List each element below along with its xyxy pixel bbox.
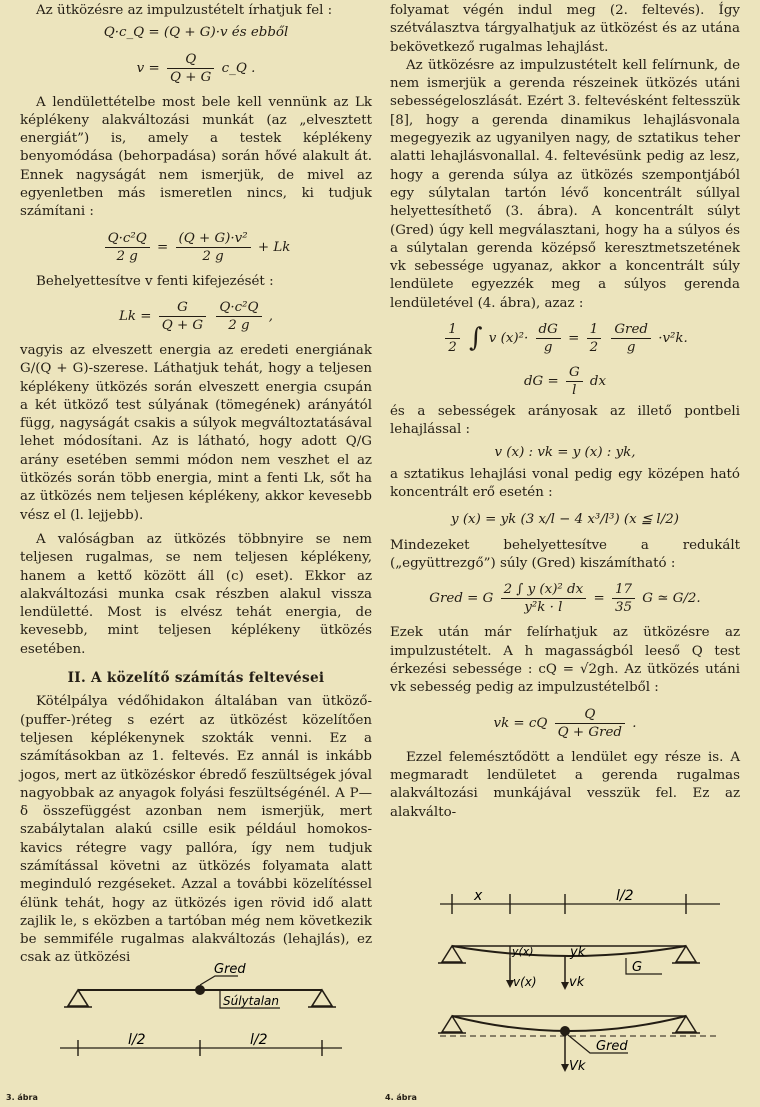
right-eq1-d-den: g	[626, 340, 636, 356]
fig4-label-l2: l/2	[616, 888, 634, 904]
right-eq5-equals: =	[593, 591, 605, 607]
right-eq5-num: 2 ∫ y (x)² dx	[501, 581, 587, 599]
left-eq3-frac1	[105, 230, 150, 265]
fig4-deflection-upper	[452, 946, 686, 956]
fig4-label-x: x	[474, 888, 483, 904]
fig4-label-yk: yk	[570, 945, 586, 960]
left-eq4	[20, 299, 372, 334]
right-eq5-frac	[501, 581, 587, 616]
right-eq2-tail: dx	[589, 374, 607, 390]
fig4-vk2-arrowhead	[561, 1064, 569, 1072]
right-eq1-frac-b	[536, 321, 561, 356]
right-eq1-frac-c	[587, 321, 602, 356]
left-paragraph-3: vagyis az elveszett energia az eredeti energiának G/(Q + G)-szerese. Láthatjuk tehát, hogy a teljesen képlékeny ütközés során elveszett energia csupán a két ütköző test súlyának (tömegének) arányától függ, nagyságát csakis a súlyok megváltoztatásával lehet módosítani. Az is látható, hogy adott Q/G arány esetében semmi módon nem veszhet el az ütközés során több energia, mint a fenti Lk, sőt ha az ütközés nem teljesen képlékeny, akkor kevesebb vész el (l. lejjebb).	[20, 342, 372, 523]
left-eq4-frac2	[216, 299, 261, 334]
left-eq4-num1: G	[159, 299, 206, 317]
left-eq2-num: Q	[167, 51, 214, 69]
right-eq1-c-num: 1	[587, 321, 602, 339]
fig3-label-l2-left: l/2	[128, 1032, 146, 1048]
fig4-vk-arrowhead	[561, 982, 569, 990]
right-paragraph-5: Mindezeket behelyettesítve a redukált („együttrezgő”) súly (Gred) kiszámítható :	[390, 537, 740, 572]
right-eq1	[390, 321, 740, 356]
right-eq1-b-den: g	[543, 340, 553, 356]
left-eq2-frac	[167, 51, 214, 86]
left-paragraph-5: Kötélpálya védőhidakon általában van ütköző-(puffer-)réteg s ezért az ütközést közelítően teljesen képlékenynek szokták venni. Ez a számításokban az 1. feltevés. Ez annál is inkább jogos, mert az ütközéskor ébredő feszültségek jóval nagyobbak az anyagok folyási feszültségénél. A P—δ összefüggést azonban nem ismerjük, mert szabálytalan alakú csille esik például homokos-kavics rétegre vagy pallóra, így nem tudjuk számítással követni az ütközés folyamata alatt meginduló rezgéseket. Azzal a további közelítéssel élünk tehát, hogy az ütközés igen rövid idő alatt zajlik le, s eközben a tartóban még nem következik be semmiféle rugalmas alakváltozás (lehajlás), ez csak az ütközési	[20, 694, 372, 966]
fig3-mass	[195, 985, 205, 995]
left-eq3-frac2	[176, 230, 251, 265]
left-eq4-num2: Q·c²Q	[216, 299, 261, 317]
fig4-support-left-upper	[442, 946, 462, 962]
right-eq5-den: y²k · l	[524, 600, 563, 616]
fig4-label-vk: vk	[569, 975, 585, 990]
right-eq6-lhs: vk = cQ	[493, 715, 548, 731]
fig3-label-sulytalan: Súlytalan	[223, 994, 280, 1008]
right-eq5-tail: G ≃ G/2.	[642, 591, 701, 607]
left-eq4-frac1	[159, 299, 206, 334]
fig4-mass	[560, 1026, 570, 1036]
right-eq1-c-den: 2	[589, 340, 599, 356]
left-paragraph-4: A valóságban az ütközés többnyire se nem teljesen rugalmas, se nem teljesen képlékeny, hanem a kettő között áll (c) eset). Ekkor az alakváltozási munka csak részben alakul vissza lendületté. Most is elvész tehát energia, de kevesebb, mint teljesen képlékeny ütközés esetében.	[20, 531, 372, 657]
left-eq3-den2: 2 g	[202, 248, 224, 264]
left-eq4-den2: 2 g	[228, 317, 250, 333]
right-eq1-integral: ∫	[468, 323, 483, 354]
right-eq6-den: Q + Gred	[557, 724, 622, 740]
fig4-label-yx: y(x)	[512, 945, 534, 958]
left-eq3	[20, 230, 372, 265]
fig3-label-l2-right: l/2	[250, 1032, 268, 1048]
right-column	[390, 2, 740, 822]
right-eq6-tail: .	[632, 715, 637, 731]
fig3-label-gred: Gred	[214, 962, 246, 977]
section-heading: II. A közelítő számítás feltevései	[67, 670, 325, 687]
left-paragraph-2: Behelyettesítve v fenti kifejezését :	[36, 273, 274, 289]
figure-3	[10, 962, 380, 1072]
right-eq2-num: G	[566, 364, 583, 382]
right-eq5	[390, 581, 740, 616]
fig4-support-right-upper	[676, 946, 696, 962]
right-eq6-frac	[555, 706, 625, 741]
left-eq3-den1: 2 g	[116, 248, 138, 264]
right-paragraph-7: Ezzel felemésztődött a lendület egy része is. A megmaradt lendületet a gerenda rugalmas alakváltozási munkájával vesszük fel. Ez az alakválto-	[390, 749, 740, 820]
right-eq1-a-num: 1	[445, 321, 460, 339]
fig4-label-g: G	[632, 960, 643, 975]
left-eq1: Q·c_Q = (Q + G)·v és ebből	[103, 25, 289, 41]
fig4-caption: 4. ábra	[385, 1093, 417, 1102]
right-eq1-tail: ·v²k.	[658, 331, 688, 347]
right-eq1-a-den: 2	[448, 340, 457, 356]
right-eq2-lhs: dG =	[523, 374, 559, 390]
left-eq2-den: Q + G	[169, 69, 212, 85]
fig3-support-left	[68, 990, 88, 1006]
right-eq6-num: Q	[555, 706, 625, 724]
fig4-label-gred: Gred	[596, 1039, 628, 1054]
right-eq1-equals: =	[568, 331, 580, 347]
right-eq2-frac	[566, 364, 583, 399]
left-eq4-tail: ,	[268, 308, 274, 324]
right-eq2-den: l	[572, 383, 577, 399]
fig4-label-vk2: Vk	[569, 1059, 586, 1074]
left-intro: Az ütközésre az impulzustételt írhatjuk fel :	[36, 3, 333, 18]
right-eq1-frac-a	[445, 321, 460, 356]
left-eq4-den1: Q + G	[161, 317, 204, 333]
right-eq3: v (x) : vk = y (x) : yk,	[494, 444, 636, 460]
right-eq5-lhs: Gred = G	[429, 591, 494, 607]
fig4-label-vx: v(x)	[513, 975, 537, 989]
right-paragraph-3: és a sebességek arányosak az illető pontbeli lehajlással :	[390, 404, 740, 438]
right-eq1-b-num: dG	[536, 321, 561, 339]
left-eq3-equals: =	[157, 239, 169, 255]
left-eq3-tail: + Lk	[257, 239, 291, 255]
left-eq4-lhs: Lk =	[118, 308, 152, 324]
fig3-caption: 3. ábra	[6, 1093, 38, 1102]
left-eq3-num2: (Q + G)·v²	[176, 230, 251, 248]
left-eq3-num1: Q·c²Q	[105, 230, 150, 248]
right-eq5-c-den: 35	[614, 600, 632, 616]
right-eq1-frac-d	[611, 321, 651, 356]
right-eq1-b: v (x)²·	[488, 331, 529, 347]
figure-4	[400, 888, 760, 1088]
fig3-gred-leader	[200, 976, 238, 985]
right-paragraph-2: Az ütközésre az impulzustételt kell felírnunk, de nem ismerjük a gerenda részeinek ütközés utáni sebességeloszlását. Ezért 3. feltevésként feltesszük [8], hogy a gerenda dinamikus lehajlásvonala megegyezik az ugyanilyen nagy, de sztatikus teher alatti lehajlásvonallal. 4. feltevésünk pedig az lesz, hogy a gerenda súlya az ütközés szempontjából egy súlytalan tartón lévő koncentrált súllyal helyettesíthető (3. ábra). A koncentrált súlyt (Gred) úgy kell megválasztani, hogy ha a súlyos és a súlytalan gerenda középső keresztmetszetének vk sebessége ugyanaz, akkor a koncentrált súly lendülete egyezzék meg a súlyos gerenda lendületével (4. ábra), azaz :	[390, 57, 740, 311]
fig3-support-right	[312, 990, 332, 1006]
right-paragraph-1: folyamat végén indul meg (2. feltevés). Így szétválasztva tárgyalhatjuk az ütközést és az utána bekövetkező rugalmas lehajlást.	[390, 3, 740, 55]
left-paragraph-1: A lendülettételbe most bele kell vennünk az Lk képlékeny alakváltozási munkát (az „elvesztett energiát”) is, amely a testek képlékeny benyomódása (behorpadása) során hővé alakult át. Ennek nagyságát nem ismerjük, de mivel az egyenletben más ismeretlen nincs, ki tudjuk számítani :	[20, 94, 372, 220]
right-paragraph-6: Ezek után már felírhatjuk az ütközésre az impulzustételt. A h magasságból leeső Q test érkezési sebessége : cQ = √2gh. Az ütközés utáni vk sebesség pedig az impulzustételből :	[390, 625, 740, 696]
right-eq1-d-num: Gred	[611, 321, 651, 339]
left-column	[20, 2, 372, 968]
left-eq2-lhs: v =	[136, 60, 160, 76]
left-eq2	[20, 51, 372, 86]
right-eq4: y (x) = yk (3 x/l − 4 x³/l³) (x ≦ l/2)	[451, 511, 679, 527]
right-paragraph-4: a sztatikus lehajlási vonal pedig egy középen ható koncentrált erő esetén :	[390, 466, 740, 501]
right-eq5-frac-c	[612, 581, 635, 616]
right-eq2	[390, 364, 740, 399]
left-eq2-tail: c_Q .	[221, 60, 256, 76]
right-eq6	[390, 706, 740, 741]
right-eq5-c-num: 17	[612, 581, 635, 599]
